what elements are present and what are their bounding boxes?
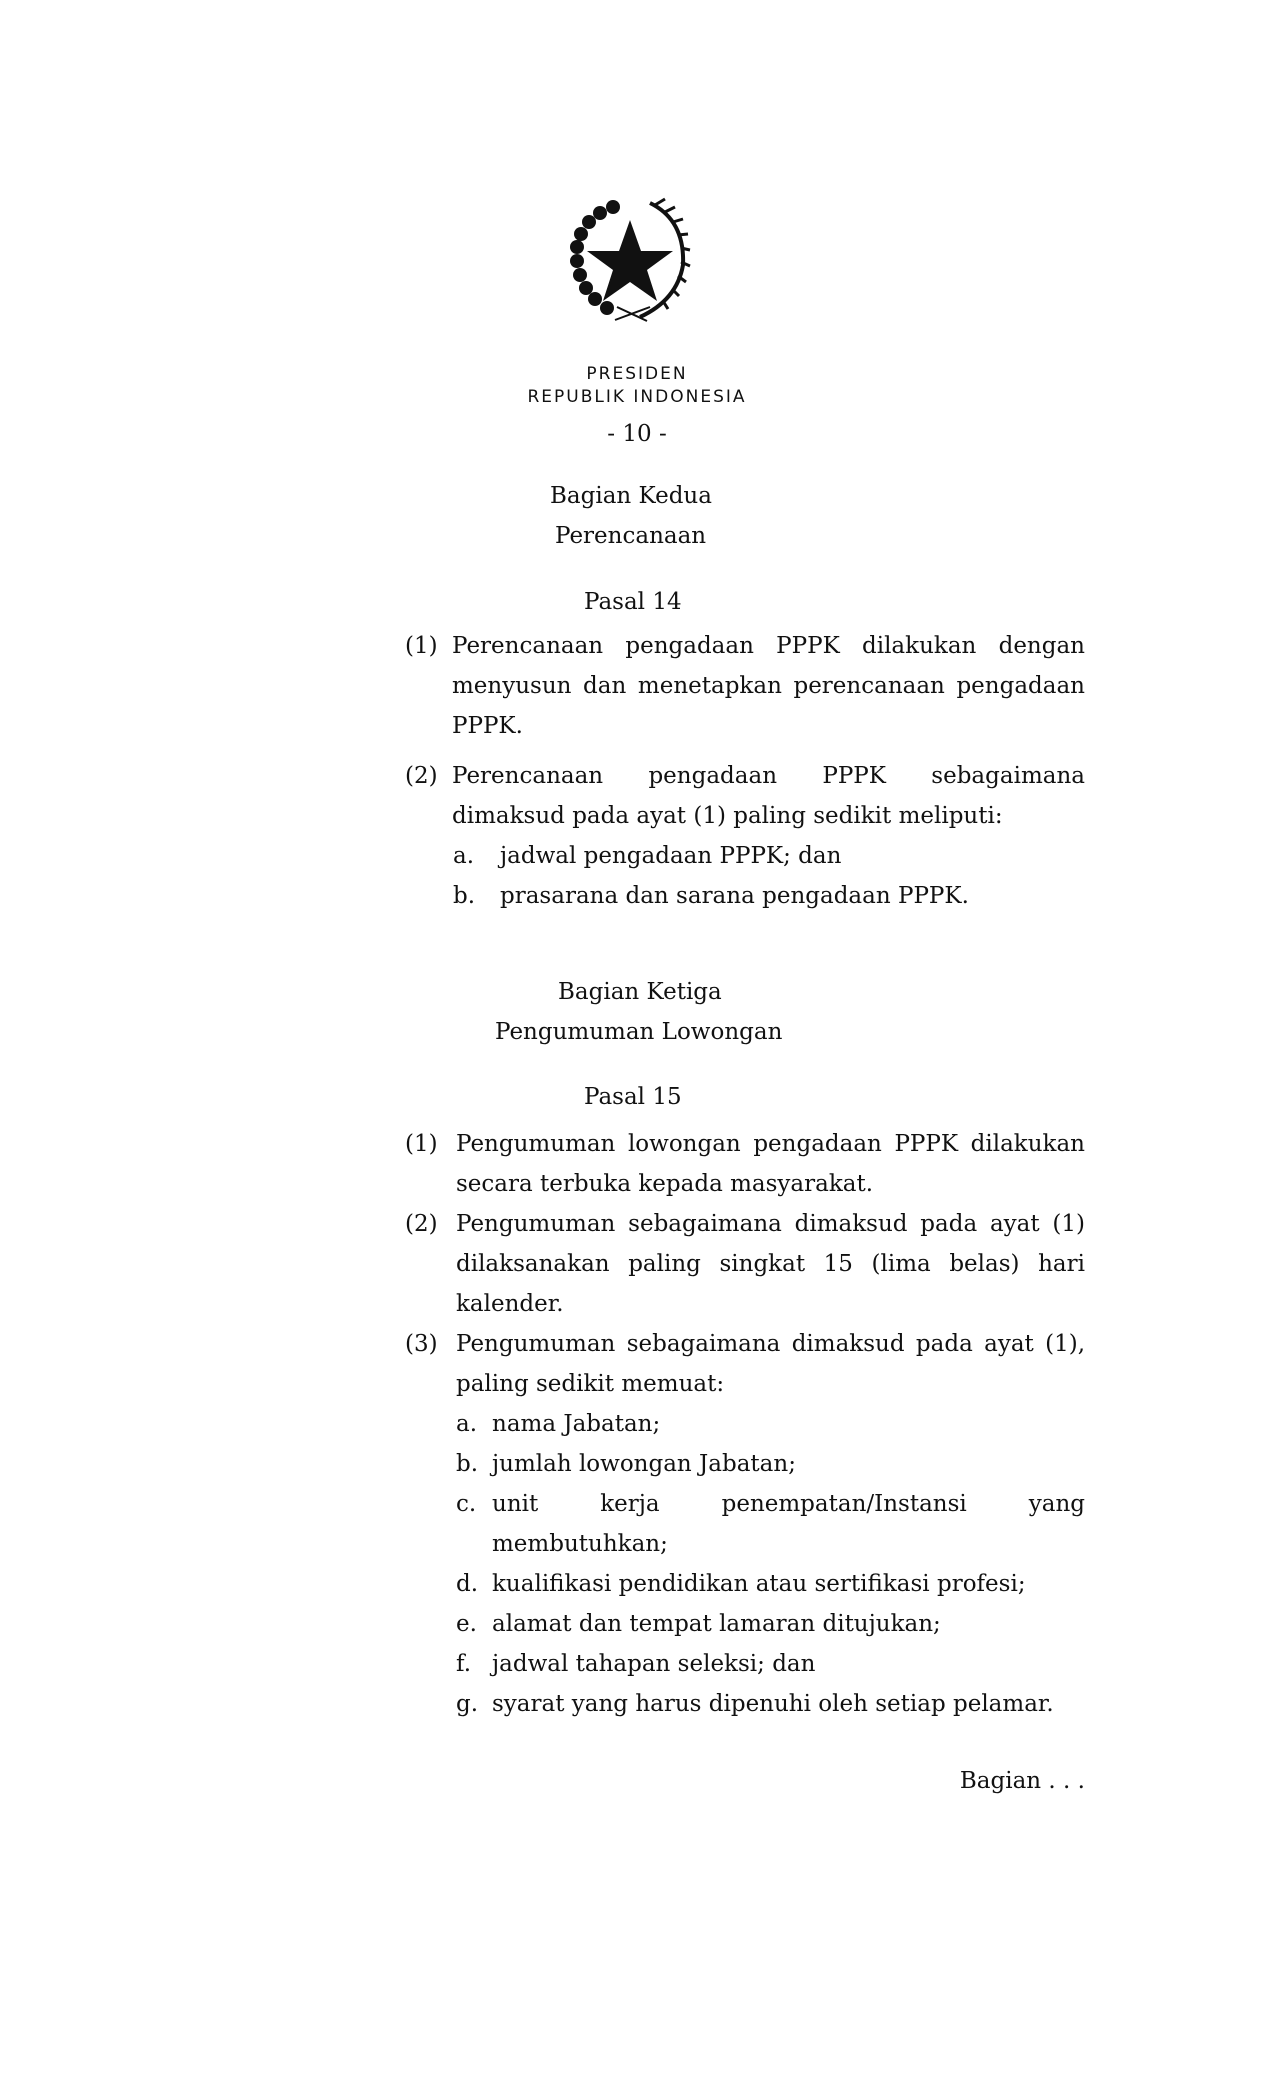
list-item: unit kerja penempatan/Instansi yang [492, 1491, 1085, 1517]
list-letter: e. [456, 1611, 477, 1637]
paragraph-number: (1) [405, 633, 438, 659]
list-letter: b. [456, 1451, 479, 1477]
article-title: Pasal 15 [584, 1084, 682, 1110]
paragraph-number: (2) [405, 1211, 438, 1237]
paragraph-line: secara terbuka kepada masyarakat. [456, 1171, 874, 1197]
list-item: syarat yang harus dipenuhi oleh setiap pelamar. [492, 1691, 1054, 1717]
section-heading: Bagian Kedua [550, 483, 712, 509]
list-item: jumlah lowongan Jabatan; [492, 1451, 796, 1477]
list-letter: d. [456, 1571, 479, 1597]
presidential-emblem [555, 185, 705, 335]
list-letter: a. [453, 843, 475, 869]
section-subheading: Pengumuman Lowongan [495, 1019, 783, 1045]
paragraph-line: dimaksud pada ayat (1) paling sedikit meliputi: [452, 803, 1003, 829]
list-item: kualifikasi pendidikan atau sertifikasi profesi; [492, 1571, 1026, 1597]
paragraph-line: Pengumuman sebagaimana dimaksud pada ayat (1), [456, 1331, 1085, 1357]
paragraph-number: (3) [405, 1331, 438, 1357]
paragraph-line: paling sedikit memuat: [456, 1371, 725, 1397]
list-item-continuation: membutuhkan; [492, 1531, 668, 1557]
page-number: - 10 - [607, 421, 667, 447]
list-letter: f. [456, 1651, 472, 1677]
paragraph-line: Perencanaan pengadaan PPPK dilakukan dengan [452, 633, 1085, 659]
list-letter: b. [453, 883, 476, 909]
section-subheading: Perencanaan [555, 523, 707, 549]
paragraph-line: dilaksanakan paling singkat 15 (lima belas) hari [456, 1251, 1085, 1277]
list-item: nama Jabatan; [492, 1411, 661, 1437]
paragraph-number: (2) [405, 763, 438, 789]
article-title: Pasal 14 [584, 589, 682, 615]
paragraph-line: kalender. [456, 1291, 564, 1317]
header-subtitle: REPUBLIK INDONESIA [527, 387, 747, 407]
list-letter: g. [456, 1691, 479, 1717]
page-continuation: Bagian . . . [959, 1768, 1085, 1794]
paragraph-line: PPPK. [452, 713, 523, 739]
list-letter: c. [456, 1491, 477, 1517]
list-item: jadwal tahapan seleksi; dan [492, 1651, 816, 1677]
section-heading: Bagian Ketiga [558, 979, 722, 1005]
list-item: prasarana dan sarana pengadaan PPPK. [500, 883, 969, 909]
paragraph-line: Pengumuman lowongan pengadaan PPPK dilakukan [456, 1131, 1085, 1157]
paragraph-line: menyusun dan menetapkan perencanaan pengadaan [452, 673, 1085, 699]
paragraph-line: Perencanaan pengadaan PPPK sebagaimana [452, 763, 1085, 789]
paragraph-line: Pengumuman sebagaimana dimaksud pada ayat (1) [456, 1211, 1085, 1237]
header-title: PRESIDEN [586, 364, 688, 384]
list-letter: a. [456, 1411, 478, 1437]
list-item: jadwal pengadaan PPPK; dan [500, 843, 842, 869]
list-item: alamat dan tempat lamaran ditujukan; [492, 1611, 941, 1637]
paragraph-number: (1) [405, 1131, 438, 1157]
